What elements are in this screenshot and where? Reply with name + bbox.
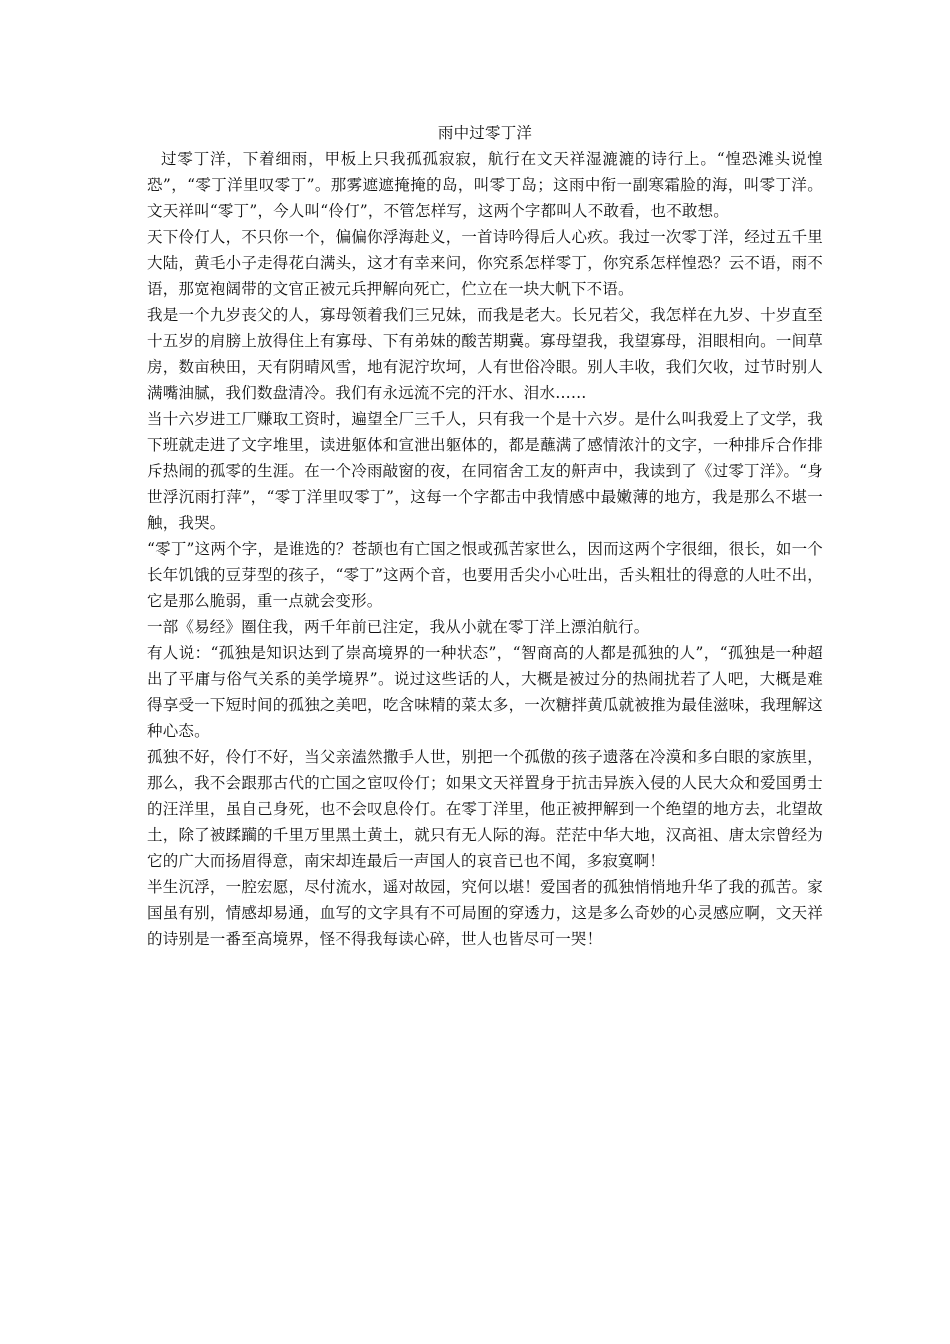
paragraph-3: 我是一个九岁丧父的人，寡母领着我们三兄妹，而我是老大。长兄若父，我怎样在九岁、十岁直至十五岁的肩膀上放得住上有寡母、下有弟妹的酸苦期冀。寡母望我，我望寡母，泪眼相向。一间草房，数亩秧田，天有阴晴风雪，地有泥泞坎坷，人有世俗冷眼。别人丰收，我们欠收，过节时别人满嘴油腻，我们数盘清冷。我们有永远流不完的汗水、泪水…… bbox=[147, 306, 823, 402]
paragraph-4: 当十六岁进工厂赚取工资时，遍望全厂三千人，只有我一个是十六岁。是什么叫我爱上了文学，我下班就走进了文字堆里，读进躯体和宣泄出躯体的，都是蘸满了感情浓汁的文字，一种排斥合作排斥热闹的孤零的生涯。在一个冷雨敲窗的夜，在同宿舍工友的鼾声中，我读到了《过零丁洋》。“身世浮沉雨打萍”，“零丁洋里叹零丁”，这每一个字都击中我情感中最嫩薄的地方，我是那么不堪一触，我哭。 bbox=[147, 410, 823, 532]
paragraph-9: 半生沉浮，一腔宏愿，尽付流水，遥对故园，究何以堪！爱国者的孤独悄悄地升华了我的孤苦。家国虽有别，情感却易通，血写的文字具有不可局囿的穿透力，这是多么奇妙的心灵感应啊，文天祥的诗别是一番至高境界，怪不得我每读心碎，世人也皆尽可一哭！ bbox=[147, 878, 823, 948]
page-title: 雨中过零丁洋 bbox=[437, 124, 533, 142]
paragraph-7: 有人说：“孤独是知识达到了崇高境界的一种状态”，“智商高的人都是孤独的人”，“孤独是一种超出了平庸与俗气关系的美学境界”。说过这些话的人，大概是被过分的热闹扰若了人吧，大概是难得享受一下短时间的孤独之美吧，吃含味精的菜太多，一次糖拌黄瓜就被推为最佳滋味，我理解这种心态。 bbox=[147, 644, 823, 740]
paragraph-8: 孤独不好，伶仃不好，当父亲溘然撒手人世，别把一个孤傲的孩子遗落在冷漠和多白眼的家族里，那么，我不会跟那古代的亡国之宦叹伶仃；如果文天祥置身于抗击异族入侵的人民大众和爱国勇士的汪洋里，虽自己身死，也不会叹息伶仃。在零丁洋里，他正被押解到一个绝望的地方去，北望故土，除了被蹂躏的千里万里黑土黄土，就只有无人际的海。茫茫中华大地，汉高祖、唐太宗曾经为它的广大而扬眉得意，南宋却连最后一声国人的哀音已也不闻，多寂寞啊！ bbox=[147, 748, 823, 870]
paragraph-6: 一部《易经》圈住我，两千年前已注定，我从小就在零丁洋上漂泊航行。 bbox=[147, 618, 650, 636]
document-body bbox=[147, 120, 823, 952]
paragraph-2: 天下伶仃人，不只你一个，偏偏你浮海赴义，一首诗吟得后人心疚。我过一次零丁洋，经过五千里大陆，黄毛小子走得花白满头，这才有幸来问，你究系怎样零丁，你究系怎样惶恐？云不语，雨不语，那宽袍阔带的文官正被元兵押解向死亡，伫立在一块大帆下不语。 bbox=[147, 228, 823, 298]
paragraph-5: “零丁”这两个字，是谁选的？苍颉也有亡国之恨或孤苦家世么，因而这两个字很细，很长，如一个长年饥饿的豆芽型的孩子，“零丁”这两个音，也要用舌尖小心吐出，舌头粗壮的得意的人吐不出，它是那么脆弱，重一点就会变形。 bbox=[147, 540, 823, 610]
paragraph-1: 过零丁洋，下着细雨，甲板上只我孤孤寂寂，航行在文天祥湿漉漉的诗行上。“惶恐滩头说惶恐”，“零丁洋里叹零丁”。那雾遮遮掩掩的岛，叫零丁岛；这雨中衔一副寒霜脸的海，叫零丁洋。文天祥叫“零丁”，今人叫“伶仃”，不管怎样写，这两个字都叫人不敢看，也不敢想。 bbox=[147, 150, 823, 220]
